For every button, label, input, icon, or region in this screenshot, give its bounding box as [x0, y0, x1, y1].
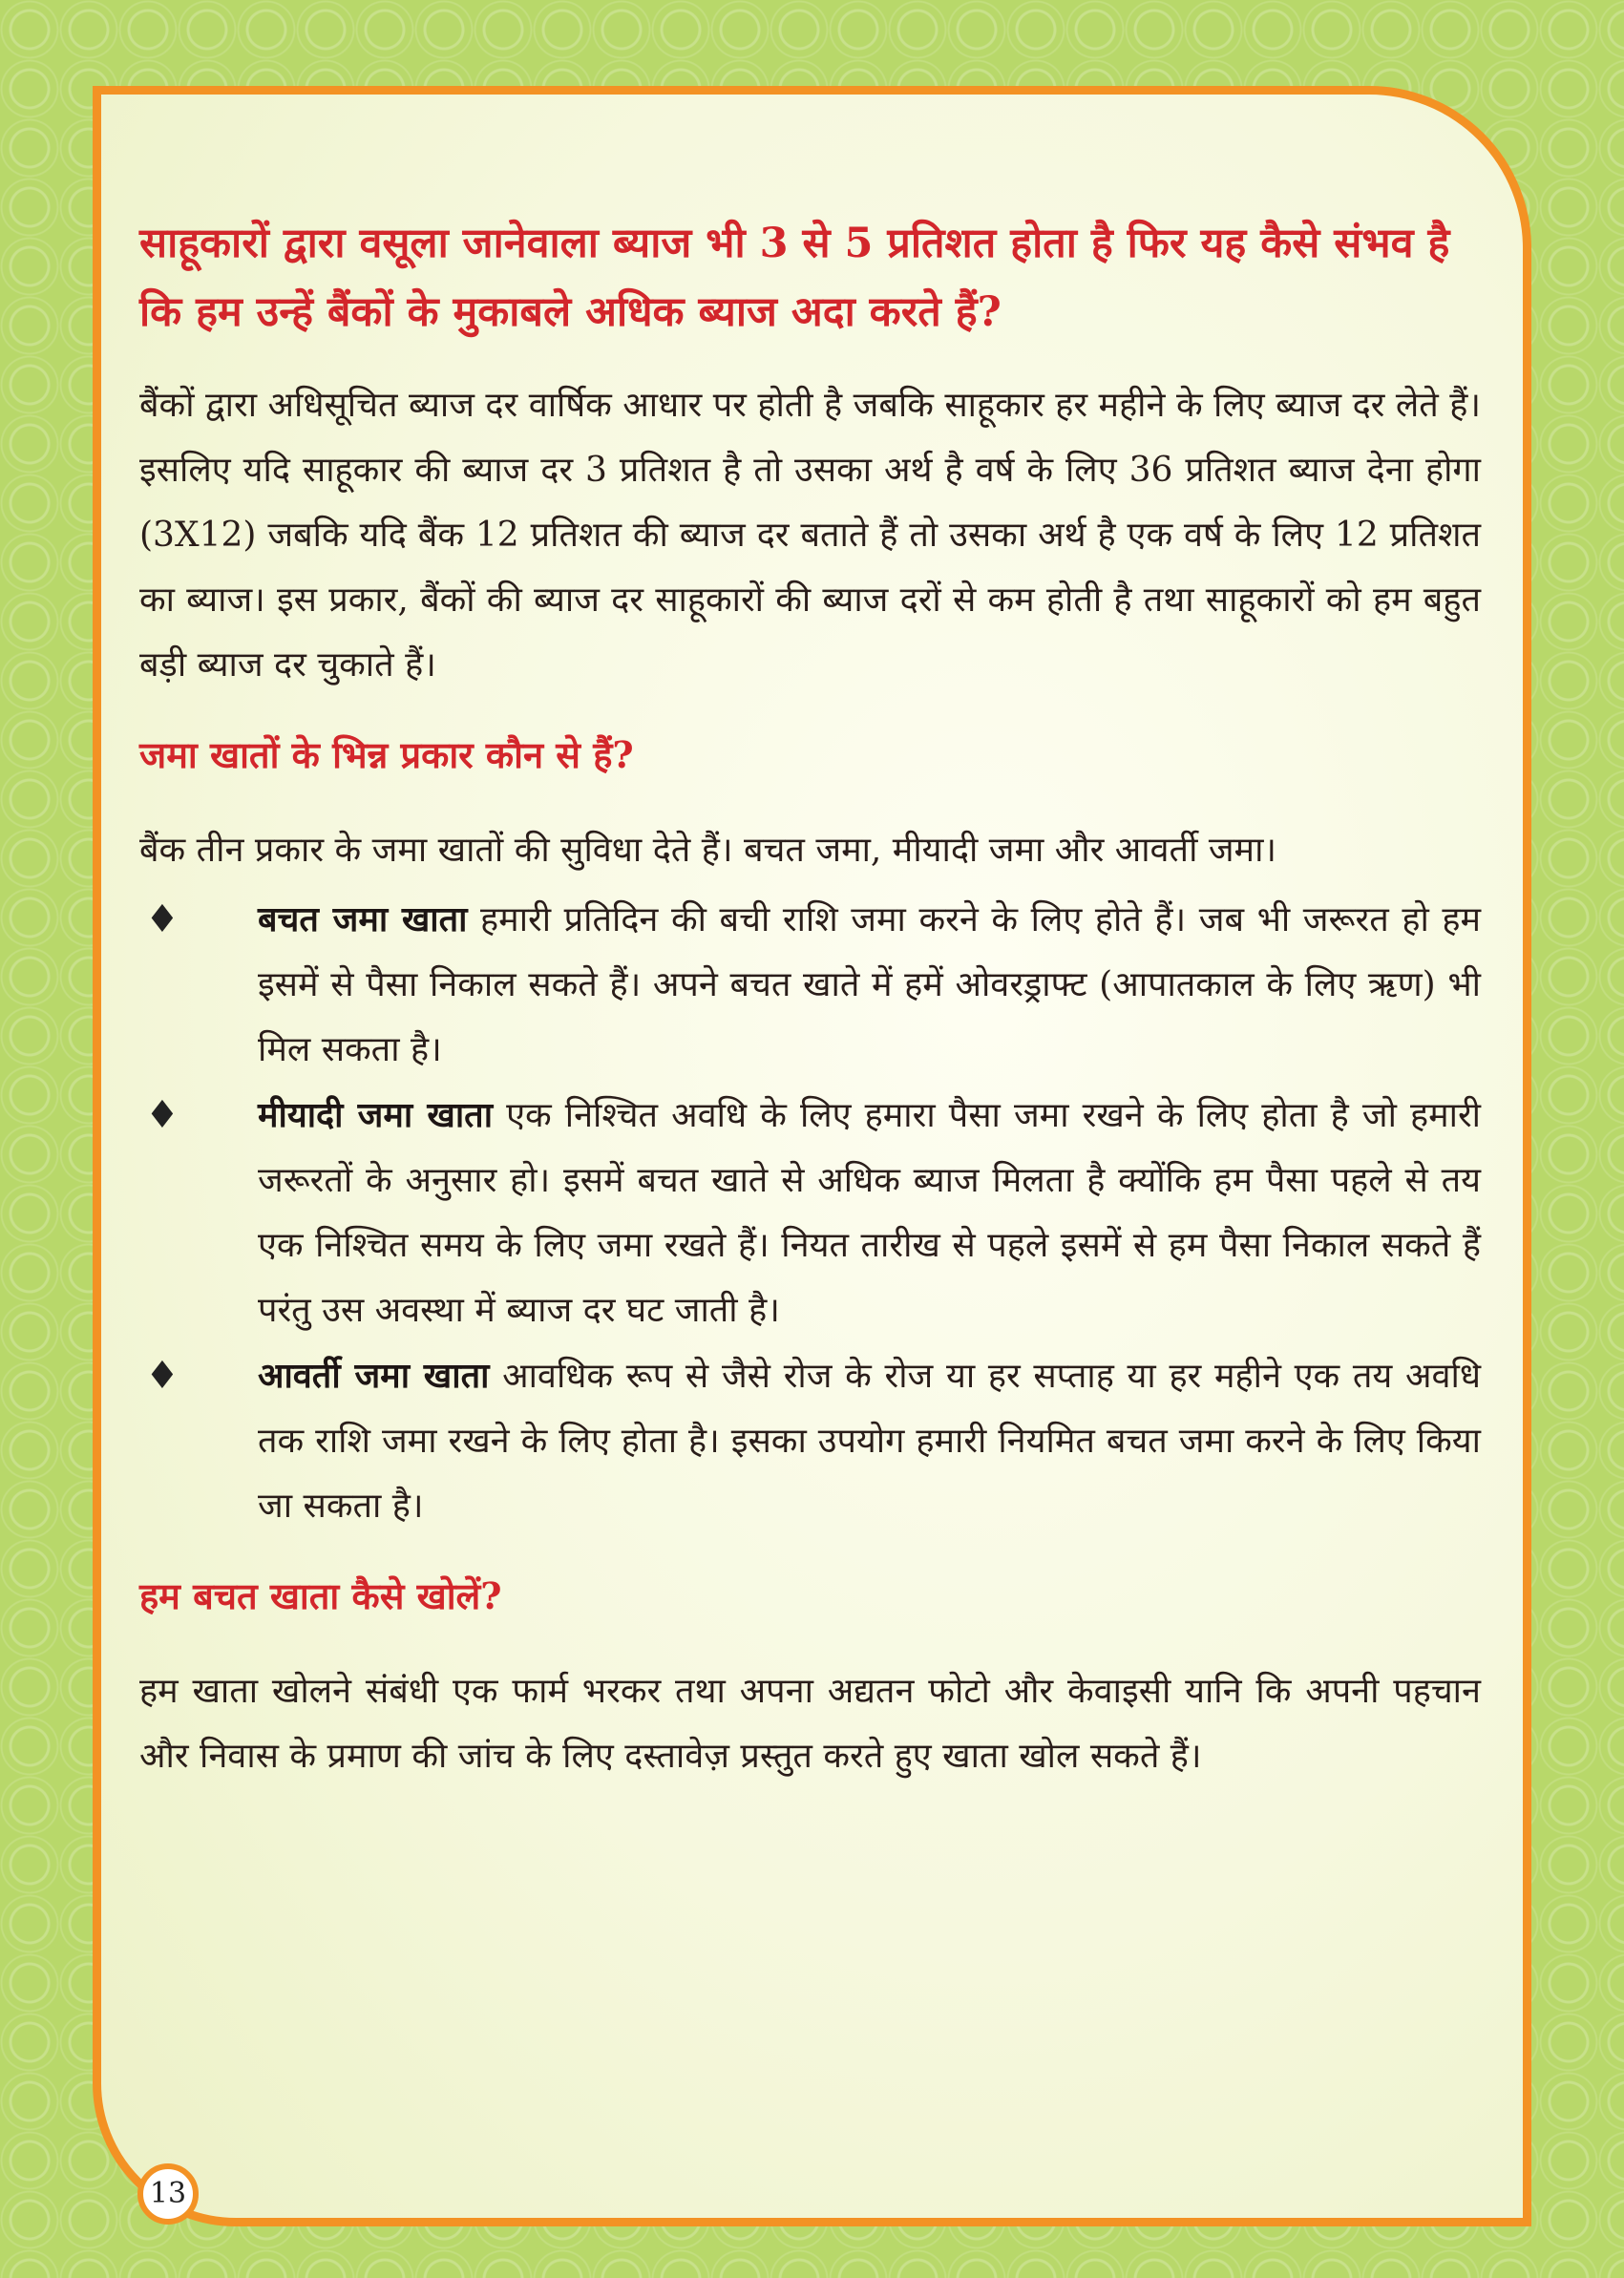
diamond-bullet-icon: ♦ — [145, 897, 179, 941]
question-heading-deposit-types: जमा खातों के भिन्न प्रकार कौन से हैं? — [139, 733, 634, 776]
question-heading-open-account: हम बचत खाता कैसे खोलें? — [139, 1574, 502, 1617]
diamond-bullet-icon: ♦ — [145, 1354, 179, 1398]
desc-recurring-deposit: आवधिक रूप से जैसे रोज के रोज या हर सप्ताह या हर महीने एक तय अवधि तक राशि जमा रखने के लिए होता है। इसका उपयोग हमारी नियमित बचत जमा करने के लिए किया जा सकता है। — [258, 1357, 1481, 1526]
paragraph-interest-rates: बैंकों द्वारा अधिसूचित ब्याज दर वार्षिक आधार पर होती है जबकि साहूकार हर महीने के लिए ब्याज दर लेते हैं। इसलिए यदि साहूकार की ब्याज दर 3 प्रतिशत है तो उसका अर्थ है वर्ष के लिए 36 प्रतिशत ब्याज देना होगा (3X12) जबकि यदि बैंक 12 प्रतिशत की ब्याज दर बताते हैं तो उसका अर्थ है एक वर्ष के लिए 12 प्रतिशत का ब्याज। इस प्रकार, बैंकों की ब्याज दर साहूकारों की ब्याज दरों से कम होती है तथा साहूकारों को हम बहुत बड़ी ब्याज दर चुकाते हैं। — [139, 386, 1481, 685]
desc-fixed-deposit: एक निश्चित अवधि के लिए हमारा पैसा जमा रखने के लिए होता है जो हमारी जरूरतों के अनुसार हो। इसमें बचत खाते से अधिक ब्याज मिलता है क्योंकि हम पैसा पहले से तय एक निश्चित समय के लिए जमा रखते हैं। नियत तारीख से पहले इसमें से हम पैसा निकाल सकते हैं परंतु उस अवस्था में ब्याज दर घट जाती है। — [258, 1096, 1481, 1330]
paragraph-open-account: हम खाता खोलने संबंधी एक फार्म भरकर तथा अपना अद्यतन फोटो और केवाइसी यानि कि अपनी पहचान और निवास के प्रमाण की जांच के लिए दस्तावेज़ प्रस्तुत करते हुए खाता खोल सकते हैं। — [139, 1672, 1481, 1776]
diamond-bullet-icon: ♦ — [145, 1093, 179, 1137]
content-panel — [93, 86, 1531, 2226]
list-item-savings — [139, 887, 1481, 1083]
term-savings-account: बचत जमा खाता — [258, 899, 468, 939]
question-heading-interest: साहूकारों द्वारा वसूला जानेवाला ब्याज भी 3 से 5 प्रतिशत होता है फिर यह कैसे संभव है कि हम उन्हें बैंकों के मुकाबले अधिक ब्याज अदा करते हैं? — [139, 220, 1450, 336]
list-item-fixed — [139, 1083, 1481, 1343]
term-recurring-deposit: आवर्ती जमा खाता — [258, 1356, 490, 1396]
term-fixed-deposit: मीयादी जमा खाता — [258, 1095, 494, 1135]
desc-savings-account: हमारी प्रतिदिन की बची राशि जमा करने के लिए होते हैं। जब भी जरूरत हो हम इसमें से पैसा निकाल सकते हैं। अपने बचत खाते में हमें ओवरड्राफ्ट (आपातकाल के लिए ऋण) भी मिल सकता है। — [258, 900, 1481, 1069]
page-number: 13 — [137, 2163, 199, 2225]
paragraph-deposit-types: बैंक तीन प्रकार के जमा खातों की सुविधा देते हैं। बचत जमा, मीयादी जमा और आवर्ती जमा। — [139, 831, 1277, 870]
list-item-recurring — [139, 1343, 1481, 1539]
